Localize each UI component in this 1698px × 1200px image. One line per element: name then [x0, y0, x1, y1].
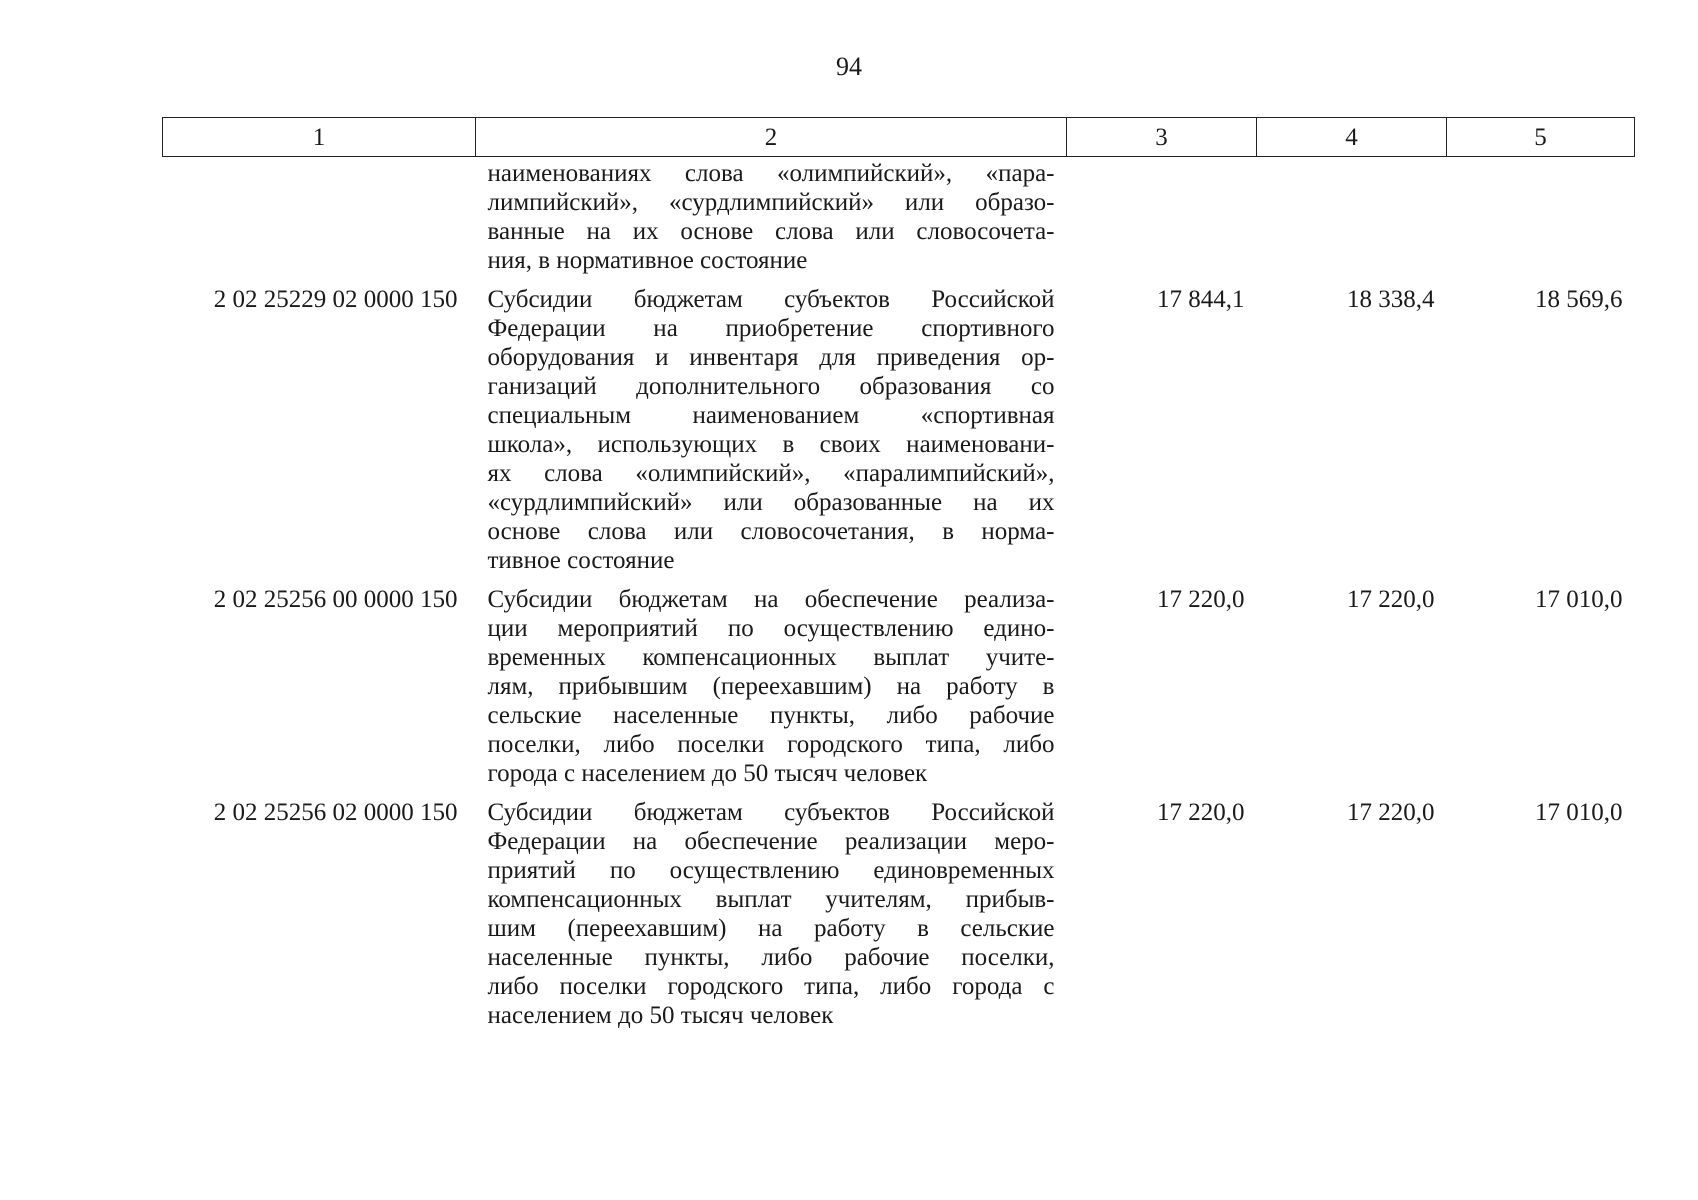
row-code — [163, 157, 476, 276]
row-code: 2 02 25229 02 0000 150 — [213, 286, 458, 313]
description-line: Федерации на обеспечение реализации меро- — [487, 828, 1055, 855]
header-col-4: 4 — [1257, 118, 1447, 157]
description-line: лям, прибывшим (переехавшим) на работу в — [487, 673, 1055, 700]
table-row — [163, 575, 1635, 788]
row-description — [476, 157, 1067, 276]
description-line: ванные на их основе слова или словосочета- — [487, 218, 1055, 245]
description-line: ях слова «олимпийский», «паралимпийский», — [487, 460, 1055, 487]
header-col-2: 2 — [476, 118, 1067, 157]
description-line: ния, в нормативное состояние — [487, 247, 808, 274]
table-row — [163, 275, 1635, 575]
row-value-5: 17 010,0 — [1535, 586, 1623, 613]
row-value-3 — [1067, 157, 1257, 276]
description-line: компенсационных выплат учителям, прибыв- — [487, 886, 1055, 913]
description-line: школа», использующих в своих наименовани- — [487, 431, 1055, 458]
description-line: приятий по осуществлению единовременных — [487, 857, 1055, 884]
description-line: Субсидии бюджетам на обеспечение реализа- — [487, 586, 1055, 613]
description-line: временных компенсационных выплат учите- — [487, 644, 1055, 671]
table-body — [163, 157, 1635, 1031]
description-line: ганизаций дополнительного образования со — [487, 373, 1055, 400]
description-line: лимпийский», «сурдлимпийский» или образо- — [487, 189, 1055, 216]
description-line: ции мероприятий по осуществлению едино- — [487, 615, 1055, 642]
description-line: населенные пункты, либо рабочие поселки, — [487, 944, 1055, 971]
row-description — [476, 788, 1067, 1030]
table-header — [163, 118, 1635, 157]
description-line: шим (переехавшим) на работу в сельские — [487, 915, 1055, 942]
row-value-5: 17 010,0 — [1535, 799, 1623, 826]
budget-table-container — [162, 117, 1634, 1030]
row-value-4 — [1257, 157, 1447, 276]
page-number: 94 — [836, 52, 862, 81]
description-line: либо поселки городского типа, либо города с — [487, 973, 1055, 1000]
description-line: сельские населенные пункты, либо рабочие — [487, 702, 1055, 729]
budget-table — [162, 117, 1635, 1030]
row-code: 2 02 25256 00 0000 150 — [213, 586, 458, 613]
description-line: поселки, либо поселки городского типа, либо — [487, 731, 1055, 758]
description-line: тивное состояние — [487, 547, 675, 574]
row-value-4: 17 220,0 — [1347, 799, 1435, 826]
description-line: Субсидии бюджетам субъектов Российской — [487, 286, 1055, 313]
row-value-5 — [1447, 157, 1635, 276]
row-value-5: 18 569,6 — [1535, 286, 1623, 313]
description-line: «сурдлимпийский» или образованные на их — [487, 489, 1055, 516]
table-row-continuation — [163, 157, 1635, 276]
row-code: 2 02 25256 02 0000 150 — [213, 799, 458, 826]
row-value-4: 18 338,4 — [1347, 286, 1435, 313]
row-description — [476, 275, 1067, 575]
description-line: наименованиях слова «олимпийский», «пара- — [487, 160, 1055, 187]
description-line: Федерации на приобретение спортивного — [487, 315, 1055, 342]
table-row — [163, 788, 1635, 1030]
header-col-3: 3 — [1067, 118, 1257, 157]
row-description — [476, 575, 1067, 788]
description-line: основе слова или словосочетания, в норма- — [487, 518, 1055, 545]
row-value-3: 17 220,0 — [1157, 799, 1245, 826]
description-line: Субсидии бюджетам субъектов Российской — [487, 799, 1055, 826]
description-line: специальным наименованием «спортивная — [487, 402, 1055, 429]
description-line: оборудования и инвентаря для приведения ор- — [487, 344, 1055, 371]
header-col-5: 5 — [1447, 118, 1635, 157]
description-line: города с населением до 50 тысяч человек — [487, 760, 928, 787]
description-line: населением до 50 тысяч человек — [487, 1002, 834, 1029]
header-col-1: 1 — [163, 118, 476, 157]
row-value-3: 17 844,1 — [1157, 286, 1245, 313]
row-value-3: 17 220,0 — [1157, 586, 1245, 613]
row-value-4: 17 220,0 — [1347, 586, 1435, 613]
